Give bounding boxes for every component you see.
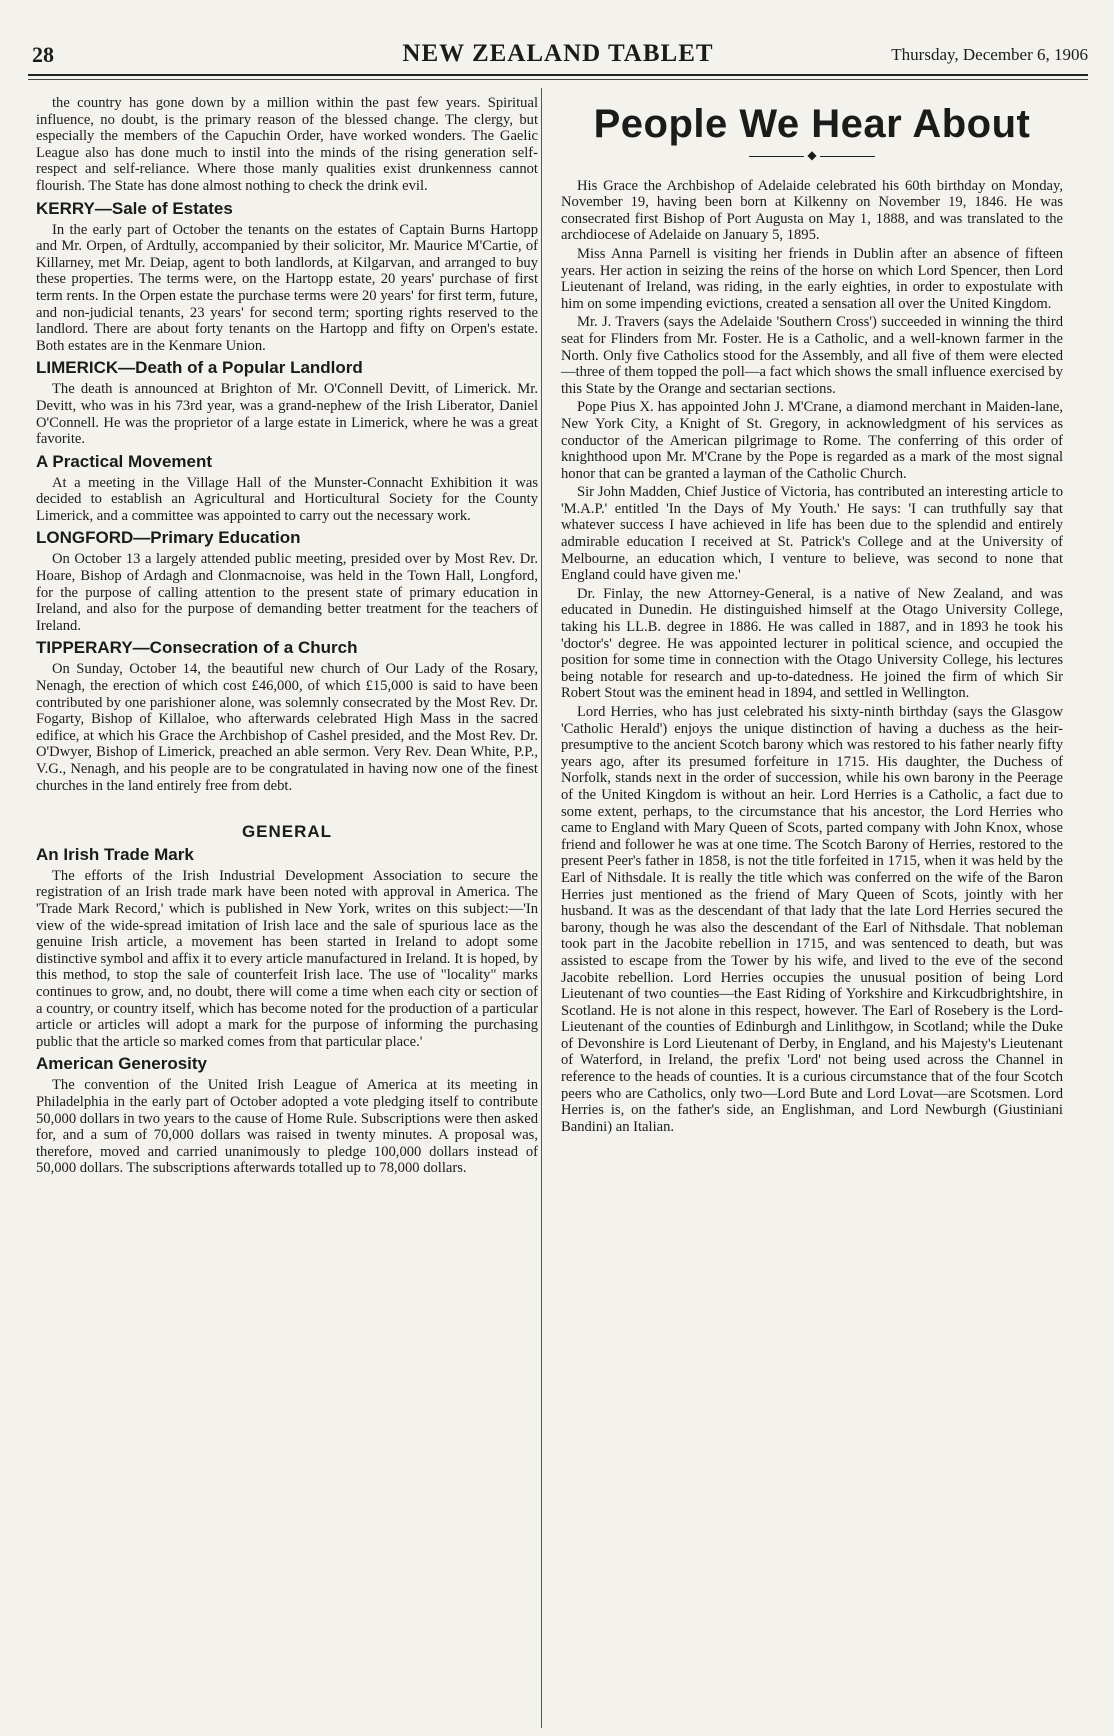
finlay-paragraph: Dr. Finlay, the new Attorney-General, is a native of New Zealand, and was educated in Dunedin. He distinguished himself at the Otago University College, taking his LL.B. degree in 1886. He was called in 1887, and in 1893 he took his 'doctor's' degree. He was appointed lecturer in political science, and occupied the position for some time in connection with the Otago University College, his lectures being notable for research and up-to-datedness. He joined the firm of which Sir Robert Stout was the eminent head in 1894, and settled in Wellington.: [561, 585, 1063, 702]
intro-paragraph: the country has gone down by a million within the past few years. Spiritual influence, no doubt, is the primary reason of the blessed change. The clergy, but especially the members of the Capuchin Order, have worked wonders. The Gaelic League also has done much to instil into the minds of the rising generation self-respect and self-reliance. Where those manly qualities exist drunkenness cannot flourish. The State has done almost nothing to check the drink evil.: [36, 95, 538, 194]
practical-movement-paragraph: At a meeting in the Village Hall of the Munster-Connacht Exhibition it was decided to establish an Agricultural and Horticultural Society for the County Limerick, and a committee was appointed to carry out the necessary work.: [36, 474, 538, 524]
tipperary-heading: TIPPERARY—Consecration of a Church: [36, 638, 358, 658]
madden-paragraph: Sir John Madden, Chief Justice of Victoria, has contributed an interesting article to 'M.A.P.' entitled 'In the Days of My Youth.' He says: 'I can truthfully say that whatever success I have achieved in life has been due to the splendid and entirely admirable education I received at St. Patrick's College and at the University of Melbourne, an education which, I venture to believe, was second to none that England could have given me.': [561, 484, 1063, 584]
kerry-paragraph: In the early part of October the tenants on the estates of Captain Burns Hartopp and Mr. Orpen, of Ardtully, accompanied by their solicitor, Mr. Maurice M'Cartie, of Killarney, met Mr. Deiap, agent to both landlords, at Kilgarvan, and arranged to buy these properties. The terms were, on the Hartopp estate, 20 years' purchase of first term rents. In the Orpen estate the purchase terms were 20 years' for first term, future, and non-judicial tenants, 23 years' for second term; sporting rights reserved to the landlord. There are about forty tenants on the Hartopp and fifty on Orpen's estate. Both estates are in the Kenmare Union.: [36, 221, 538, 354]
newspaper-title: NEW ZEALAND TABLET: [402, 40, 714, 67]
diamond-icon: ◆: [807, 148, 817, 162]
ornament-line-left: [749, 156, 804, 157]
travers-paragraph: Mr. J. Travers (says the Adelaide 'Southern Cross') succeeded in winning the third seat for Flinders from Mr. Foster. He is a Catholic, and a well-known farmer in the North. Only five Catholics stood for the Assembly, and all five of them were elected—three of them topped the poll—a fact which shows the small influence exercised by this State by the Orange and sectarian sections.: [561, 314, 1063, 397]
header-rule: [28, 74, 1088, 76]
issue-date: Thursday, December 6, 1906: [891, 45, 1088, 64]
american-generosity-paragraph: The convention of the United Irish League of America at its meeting in Philadelphia in the early part of October adopted a vote pledging itself to contribute 50,000 dollars in two years to the cause of Home Rule. Subscriptions were then asked for, and a sum of 70,000 dollars was raised in twenty minutes. A proposal was, therefore, moved and carried unanimously to pledge 100,000 dollars instead of 50,000 dollars. The subscriptions afterwards totalled up to 78,000 dollars.: [36, 1077, 538, 1177]
herries-paragraph: Lord Herries, who has just celebrated his sixty-ninth birthday (says the Glasgow 'Catholic Herald') enjoys the unique distinction of having a duchess as the heir-presumptive to the ancient Scotch barony which was restored to his father nearly fifty years ago, after its presumed forfeiture in 1715. His daughter, the Duchess of Norfolk, stands next in the order of succession, while his own barony in the Peerage of the United Kingdom is without an heir. Lord Herries is a Catholic, a fact due to some extent, perhaps, to the circumstance that his ancestor, the Lord Herries who came to England with Mary Queen of Scots, parted company with John Knox, whose friend and follower he was at one time. The Scotch Barony of Herries, restored to the present Peer's father in 1858, is not the title forfeited in 1715, when it was held by the Earl of Nithsdale. It is really the title which was conferred on the wife of the Baron Herries just mentioned as the friend of Mary Queen of Scots, jointly with her husband. It was as the descendant of that lady that the late Lord Herries secured the barony, though he was also the descendant of the Earl of Nithsdale. That nobleman took part in the Jacobite rebellion in 1715, and was sentenced to death, but was assisted to escape from the Tower by his wife, and lived to the eve of the second Jacobite rebellion. Lord Herries occupies the unusual position of being Lord Lieutenant of two counties—the East Riding of Yorkshire and Kirkcudbrightshire, in Scotland. He is not alone in this respect, however. The Earl of Rosebery is the Lord-Lieutenant of the counties of Edinburgh and Linlithgow, in Scotland; while the Duke of Devonshire is Lord Lieutenant of Derby, in England, and his Majesty's Lieutenant of Waterford, in Ireland, the prefix 'Lord' not being used across the Channel in reference to the heads of counties. It is a curious circumstance that of the four Scotch peers who are Catholics, only two—Lord Bute and Lord Lovat—are Scotsmen. Lord Herries is, on the father's side, an Englishman, and Lord Newburgh (Giustiniani Bandini) an Italian.: [561, 704, 1063, 1135]
american-generosity-heading: American Generosity: [36, 1054, 208, 1074]
trade-mark-heading: An Irish Trade Mark: [36, 844, 194, 864]
people-we-hear-about-title: People We Hear About: [593, 102, 1031, 146]
practical-movement-heading: A Practical Movement: [36, 451, 213, 471]
left-column: [36, 95, 538, 1727]
kerry-heading: KERRY—Sale of Estates: [36, 198, 233, 218]
mccrane-paragraph: Pope Pius X. has appointed John J. M'Crane, a diamond merchant in Maiden-lane, New York City, a Knight of St. Gregory, in acknowledgment of his services as conductor of the American pilgrimage to Rome. The conferring of this order of knighthood upon Mr. M'Crane by the Pope is regarded as a mark of the most signal honor that can be granted a layman of the Catholic Church.: [561, 399, 1063, 482]
adelaide-archbishop-paragraph: His Grace the Archbishop of Adelaide celebrated his 60th birthday on Monday, November 19, having been born at Kilkenny on November 19, 1846. He was consecrated first Bishop of Port Augusta on May 1, 1888, and was translated to the archdiocese of Adelaide on January 5, 1895.: [561, 177, 1063, 244]
longford-paragraph: On October 13 a largely attended public meeting, presided over by Most Rev. Dr. Hoare, Bishop of Ardagh and Clonmacnoise, was held in the Town Hall, Longford, for the purpose of calling attention to the present state of primary education in Ireland, and also for the purpose of demanding better treatment for the teachers of Ireland.: [36, 551, 538, 634]
general-section-heading: GENERAL: [241, 822, 333, 842]
right-column: [561, 95, 1063, 1727]
trade-mark-paragraph: The efforts of the Irish Industrial Development Association to secure the registration of an Irish trade mark have been noted with approval in America. The 'Trade Mark Record,' which is published in New York, writes on this subject:—'In view of the wide-spread imitation of Irish lace and the sale of spurious lace as the genuine Irish article, a movement has been started in Ireland to adopt some distinctive symbol and affix it to every article manufactured in Ireland. It is hoped, by this method, to stop the sale of counterfeit Irish lace. The use of "locality" marks continues to grow, and, no doubt, there will come a time when each city or section of a country, or country itself, which has become noted for the production of a particular article or articles will adopt a mark for the purpose of informing the purchasing public that the article so marked comes from that particular place.': [36, 867, 538, 1050]
column-divider: [541, 88, 542, 1728]
tipperary-paragraph: On Sunday, October 14, the beautiful new church of Our Lady of the Rosary, Nenagh, the erection of which cost £46,000, of which £15,000 is said to have been contributed by one parishioner alone, was solemnly consecrated by the Most Rev. Dr. Fogarty, Bishop of Killaloe, who afterwards celebrated High Mass in the sacred edifice, at which his Grace the Archbishop of Cashel presided, and the Most Rev. Dr. O'Dwyer, Bishop of Limerick, preached an able sermon. Very Rev. Dean White, P.P., V.G., Nenagh, and his people are to be congratulated in having now one of the finest churches in the land entirely free from debt.: [36, 661, 538, 794]
anna-parnell-paragraph: Miss Anna Parnell is visiting her friends in Dublin after an absence of fifteen years. Her action in seizing the reins of the horse on which Lord Spencer, then Lord Lieutenant of Ireland, was riding, in the early eighties, in order to expostulate with him on some impending evictions, created a sensation all over the United Kingdom.: [561, 245, 1063, 312]
limerick-paragraph: The death is announced at Brighton of Mr. O'Connell Devitt, of Limerick. Mr. Devitt, who was in his 73rd year, was a grand-nephew of the Irish Liberator, Daniel O'Connell. He was the proprietor of a large estate in Limerick, where he was a great favorite.: [36, 381, 538, 448]
ornament-line-right: [820, 156, 875, 157]
page-number: 28: [32, 42, 54, 67]
limerick-heading: LIMERICK—Death of a Popular Landlord: [36, 358, 363, 378]
header-rule-thin: [28, 79, 1088, 80]
longford-heading: LONGFORD—Primary Education: [36, 528, 301, 548]
masthead: [28, 40, 1088, 70]
title-ornament: [561, 147, 1063, 164]
